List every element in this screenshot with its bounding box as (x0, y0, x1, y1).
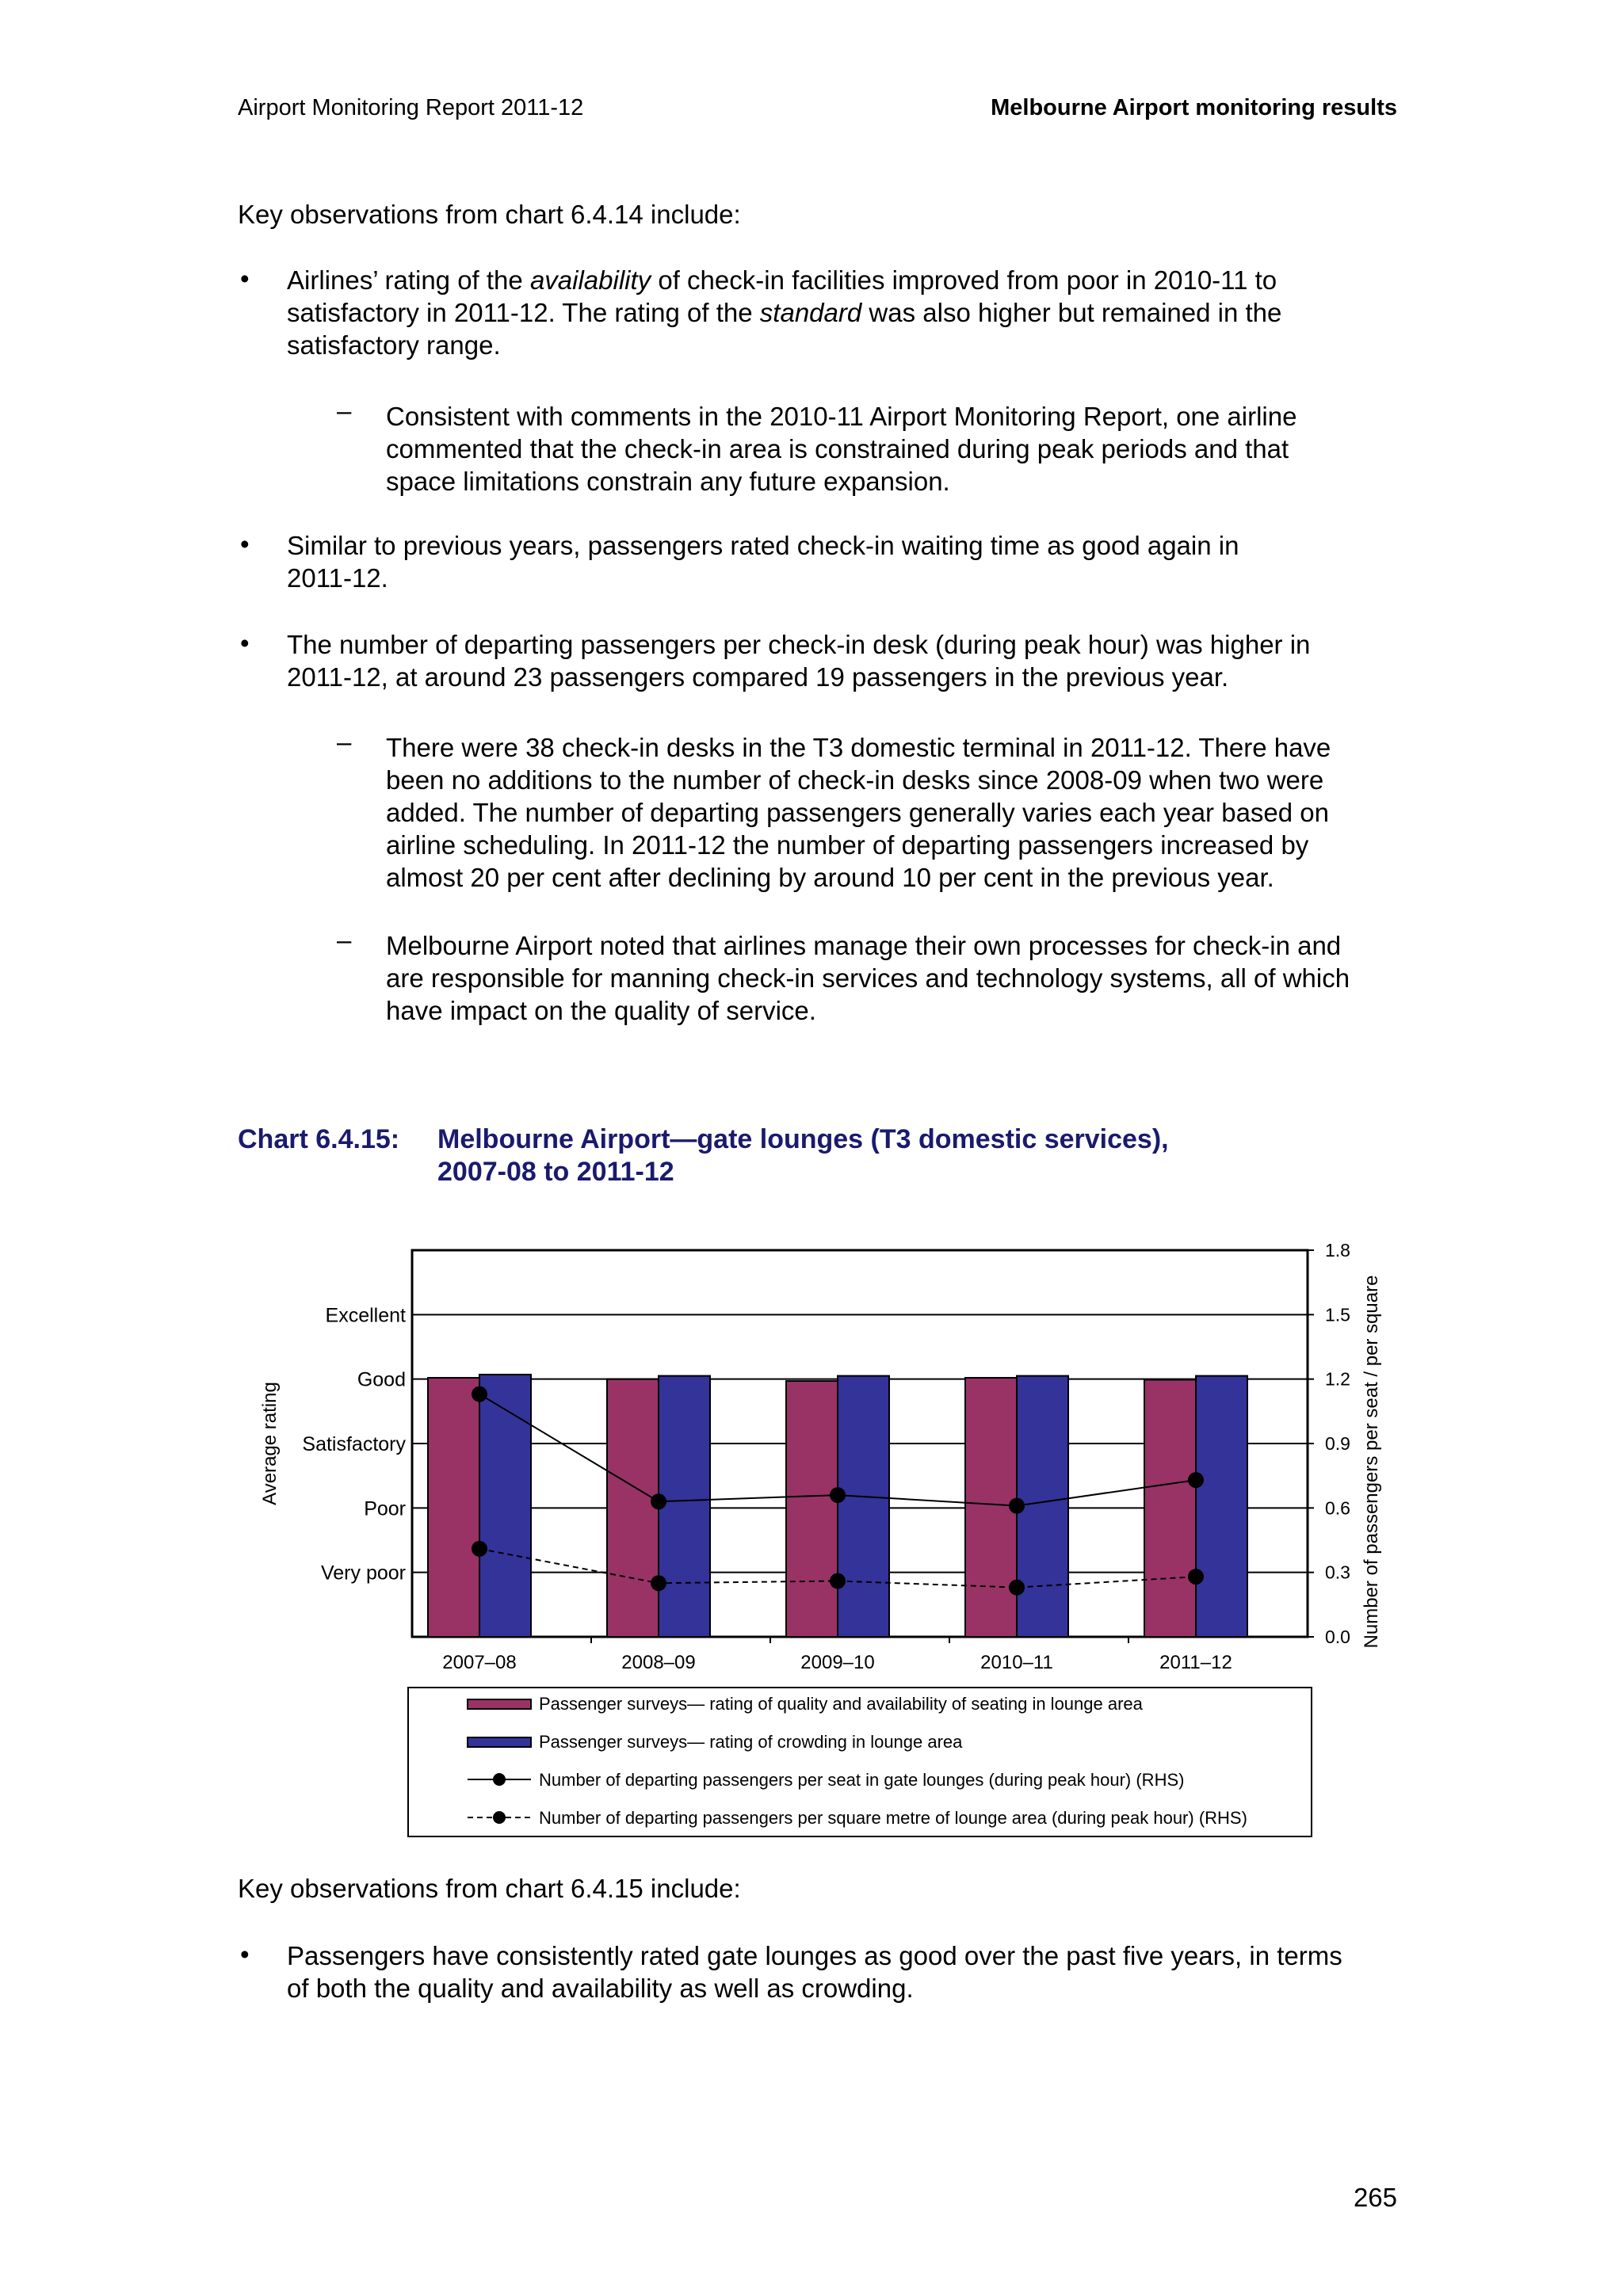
legend-label: Passenger surveys— rating of crowding in lounge area (539, 1732, 963, 1752)
right-axis-title: Number of passengers per seat / per square (1361, 1275, 1382, 1649)
legend-swatch (468, 1699, 531, 1709)
legend-marker (493, 1811, 506, 1824)
sub-point-2-line-5: almost 20 per cent after declining by around 10 per cent in the previous year. (386, 863, 1274, 892)
text-run: satisfactory in 2011-12. The rating of the (287, 298, 760, 327)
text-run: was also higher but remained in the (861, 298, 1282, 327)
right-tick-label: 1.2 (1325, 1368, 1350, 1390)
emphasis-standard: standard (759, 298, 862, 327)
text-run: of check-in facilities improved from poor in 2010-11 to (651, 265, 1277, 295)
bar-crowding (659, 1376, 710, 1637)
bullet-1-line-3: satisfactory range. (287, 330, 501, 360)
left-tick-label: Poor (364, 1497, 406, 1520)
bullet-4-line-2: of both the quality and availability as well as crowding. (287, 1974, 914, 2003)
legend-label: Number of departing passengers per seat in gate lounges (during peak hour) (RHS) (539, 1770, 1185, 1790)
bar-seating-quality (607, 1379, 659, 1637)
bullet-2-line-2: 2011-12. (287, 563, 388, 593)
bullet-marker: • (240, 529, 250, 559)
sub-point-2-line-3: added. The number of departing passengers generally varies each year based on (386, 798, 1329, 827)
line-marker (472, 1541, 487, 1557)
bullet-2-line-1: Similar to previous years, passengers rated check-in waiting time as good again in (287, 531, 1239, 560)
legend-label: Passenger surveys— rating of quality and availability of seating in lounge area (539, 1694, 1143, 1714)
chart-caption-line-2: 2007-08 to 2011-12 (437, 1157, 674, 1187)
text-run: Airlines’ rating of the (287, 265, 530, 295)
right-tick-label: 0.0 (1325, 1627, 1350, 1647)
sub-point-3-line-1: Melbourne Airport noted that airlines manage their own processes for check-in and (386, 931, 1342, 960)
bullet-3-line-2: 2011-12, at around 23 passengers compared 19 passengers in the previous year. (287, 662, 1229, 692)
sub-point-1-line-3: space limitations constrain any future expansion. (386, 467, 950, 496)
line-marker (651, 1493, 666, 1509)
category-label: 2008–09 (621, 1652, 696, 1673)
left-tick-label: Very poor (320, 1562, 406, 1585)
sub-point-3-line-3: have impact on the quality of service. (386, 996, 816, 1025)
legend-swatch (468, 1737, 531, 1747)
category-label: 2011–12 (1159, 1652, 1232, 1673)
sub-point-2-line-1: There were 38 check-in desks in the T3 domestic terminal in 2011-12. There have (386, 733, 1331, 762)
bar-crowding (479, 1375, 531, 1637)
dash-marker: – (337, 396, 352, 425)
chart-caption-line-1: Melbourne Airport—gate lounges (T3 domestic services), (437, 1124, 1169, 1154)
sub-point-2-line-4: airline scheduling. In 2011-12 the number of departing passengers increased by (386, 830, 1309, 860)
line-marker (472, 1386, 487, 1402)
header-section-title: Melbourne Airport monitoring results (991, 95, 1397, 120)
dash-marker: – (337, 727, 352, 757)
legend-label: Number of departing passengers per square metre of lounge area (during peak hour) (RHS) (539, 1808, 1247, 1828)
bar-crowding (838, 1376, 889, 1637)
chart-caption-label: Chart 6.4.15: (238, 1124, 400, 1154)
sub-point-1-line-1: Consistent with comments in the 2010-11 Airport Monitoring Report, one airline (386, 402, 1297, 431)
line-marker (830, 1573, 846, 1589)
dash-marker: – (337, 925, 352, 955)
category-label: 2009–10 (800, 1652, 875, 1673)
left-tick-label: Excellent (325, 1304, 406, 1327)
category-label: 2007–08 (442, 1652, 517, 1673)
legend-marker (493, 1773, 506, 1786)
emphasis-availability: availability (529, 265, 651, 295)
line-marker (830, 1487, 846, 1503)
sub-point-3-line-2: are responsible for manning check-in services and technology systems, all of which (386, 963, 1350, 993)
bar-crowding (1196, 1376, 1247, 1637)
bullet-marker: • (240, 628, 250, 658)
bar-seating-quality (428, 1378, 479, 1637)
header-report-title: Airport Monitoring Report 2011-12 (238, 95, 584, 120)
right-tick-label: 0.3 (1325, 1562, 1350, 1583)
line-marker (1009, 1580, 1025, 1596)
right-tick-label: 1.5 (1325, 1304, 1350, 1325)
sub-point-2-line-2: been no additions to the number of check-in desks since 2008-09 when two were (386, 765, 1324, 795)
bullet-marker: • (240, 1939, 250, 1969)
left-axis-title: Average rating (259, 1382, 281, 1505)
bullet-4-line-1: Passengers have consistently rated gate lounges as good over the past five years, in terms (287, 1941, 1342, 1970)
line-marker (1188, 1472, 1204, 1488)
right-tick-label: 1.8 (1325, 1240, 1350, 1261)
bar-seating-quality (1144, 1379, 1196, 1637)
bar-seating-quality (786, 1381, 838, 1637)
line-marker (1009, 1498, 1025, 1514)
bullet-3-line-1: The number of departing passengers per check-in desk (during peak hour) was higher in (287, 630, 1311, 659)
category-label: 2010–11 (980, 1652, 1053, 1673)
bullet-marker: • (240, 264, 250, 293)
left-tick-label: Satisfactory (302, 1433, 406, 1455)
intro-text-1: Key observations from chart 6.4.14 include: (238, 200, 741, 229)
line-marker (1188, 1569, 1204, 1585)
page-number: 265 (1353, 2183, 1397, 2212)
sub-point-1-line-2: commented that the check-in area is constrained during peak periods and that (386, 434, 1289, 463)
right-tick-label: 0.9 (1325, 1433, 1350, 1454)
intro-text-2: Key observations from chart 6.4.15 include: (238, 1874, 741, 1903)
left-tick-label: Good (357, 1368, 406, 1391)
bullet-4 (287, 1939, 1342, 2004)
right-tick-label: 0.6 (1325, 1497, 1350, 1519)
line-marker (651, 1575, 666, 1591)
